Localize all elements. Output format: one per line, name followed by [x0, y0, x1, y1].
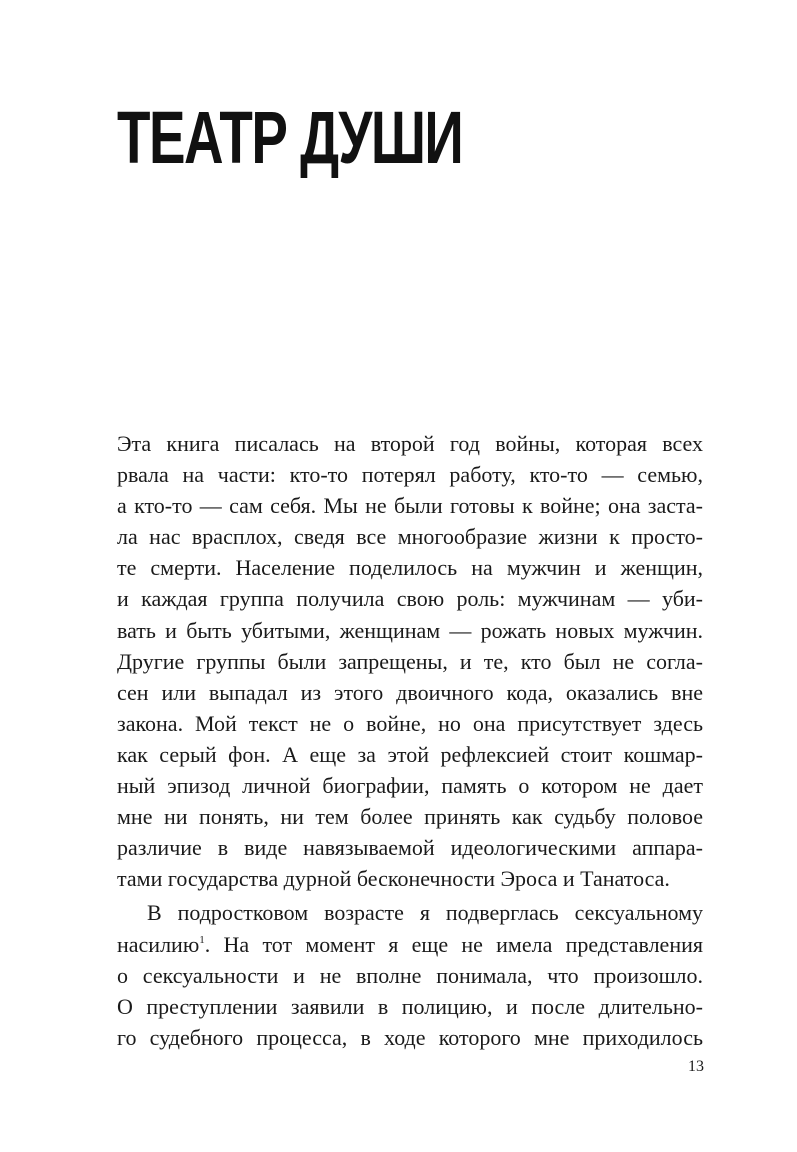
- text-line: сен или выпадал из этого двоичного кода, оказались вне: [117, 679, 703, 705]
- chapter-title: ТЕАТР ДУШИ: [117, 96, 463, 179]
- footnote-reference[interactable]: 1: [199, 933, 205, 946]
- text-line: го судебного процесса, в ходе которого мне приходилось: [117, 1024, 703, 1050]
- text-fragment: насилию: [117, 931, 200, 957]
- text-line: рвала на части: кто-то потерял работу, кто-то — семью,: [117, 462, 703, 488]
- paragraph-1: [117, 428, 703, 894]
- text-line: В подростковом возрасте я подверглась сексуальному: [147, 900, 703, 926]
- text-line: как серый фон. А еще за этой рефлексией стоит кошмар-: [117, 741, 703, 767]
- text-line: Эта книга писалась на второй год войны, которая всех: [117, 431, 703, 456]
- text-line: Другие группы были запрещены, и те, кто был не согла-: [117, 648, 703, 674]
- page-number: 13: [688, 1058, 704, 1075]
- text-fragment: . На тот момент я еще не имела представления: [204, 931, 703, 957]
- text-line: ный эпизод личной биографии, память о котором не дает: [117, 773, 703, 799]
- text-line: о сексуальности и не вполне понимала, что произошло.: [117, 962, 703, 988]
- text-line: тами государства дурной бесконечности Эроса и Танатоса.: [117, 866, 670, 892]
- text-line: ла нас врасплох, сведя все многообразие жизни к просто-: [117, 524, 703, 550]
- text-line: О преступлении заявили в полицию, и после длительно-: [117, 993, 703, 1019]
- body-text: [117, 428, 703, 1053]
- text-line: вать и быть убитыми, женщинам — рожать новых мужчин.: [117, 617, 703, 643]
- text-line: а кто-то — сам себя. Мы не были готовы к войне; она заста-: [117, 493, 703, 519]
- text-line: закона. Мой текст не о войне, но она присутствует здесь: [117, 710, 703, 736]
- text-line-with-footnote: [117, 929, 703, 960]
- text-line: и каждая группа получила свою роль: мужчинам — уби-: [117, 586, 703, 612]
- text-line: те смерти. Население поделилось на мужчин и женщин,: [117, 555, 703, 581]
- text-line: мне ни понять, ни тем более принять как судьбу половое: [117, 804, 703, 830]
- paragraph-2: [117, 897, 703, 1052]
- text-line: различие в виде навязываемой идеологическими аппара-: [117, 835, 703, 861]
